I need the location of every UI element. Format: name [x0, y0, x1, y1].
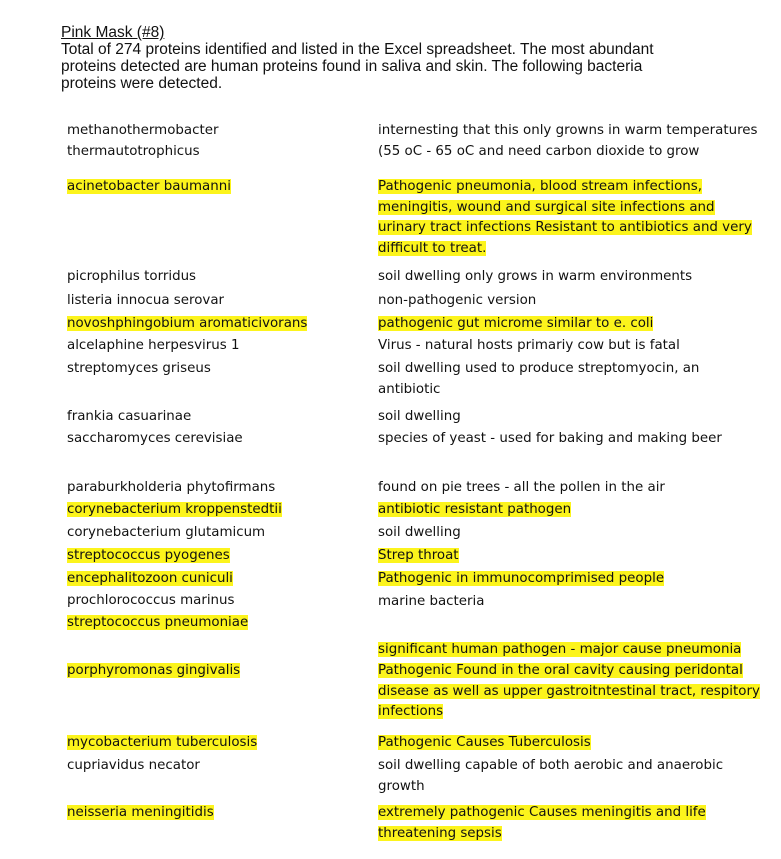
organism-note: found on pie trees - all the pollen in the air — [378, 480, 665, 495]
organism-name: encephalitozoon cuniculi — [67, 571, 233, 586]
organism-note: species of yeast - used for baking and making beer — [378, 431, 722, 446]
organism-name: porphyromonas gingivalis — [67, 663, 241, 678]
organism-note: Pathogenic pneumonia, blood stream infections, meningitis, wound and surgical site infections and urinary tract infections Resistant to antibiotics and very difficult to treat. — [378, 179, 752, 256]
organism-note: soil dwelling — [378, 525, 461, 540]
organism-note: soil dwelling — [378, 409, 461, 424]
organism-note: significant human pathogen - major cause pneumonia — [378, 642, 742, 657]
organism-note: extremely pathogenic Causes meningitis and life threatening sepsis — [378, 805, 706, 841]
organism-note: soil dwelling only grows in warm environments — [378, 269, 693, 284]
organism-note: soil dwelling used to produce streptomyocin, an antibiotic — [378, 361, 700, 397]
organism-name: streptococcus pyogenes — [67, 548, 230, 563]
intro-paragraph: Total of 274 proteins identified and listed in the Excel spreadsheet. The most abundant proteins detected are human proteins found in saliva and skin. The following bacteria proteins were detected. — [61, 41, 654, 92]
organism-note: pathogenic gut microme similar to e. coli — [378, 316, 654, 331]
organism-name: mycobacterium tuberculosis — [67, 735, 258, 750]
organism-note: Pathogenic Causes Tuberculosis — [378, 735, 591, 750]
organism-name: streptococcus pneumoniae — [67, 615, 249, 630]
organism-name: cupriavidus necator — [67, 758, 200, 773]
organism-note: Pathogenic Found in the oral cavity causing peridontal disease as well as upper gastroitntestinal tract, respitory infections — [378, 663, 760, 719]
organism-name: novoshphingobium aromaticivorans — [67, 316, 308, 331]
page-title: Pink Mask (#8) — [61, 24, 165, 41]
organism-name: prochlorococcus marinus — [67, 593, 235, 608]
organism-note: soil dwelling capable of both aerobic and anaerobic growth — [378, 758, 724, 794]
organism-name: methanothermobacter thermautotrophicus — [67, 123, 219, 159]
organism-note: marine bacteria — [378, 594, 485, 609]
organism-name: frankia casuarinae — [67, 409, 192, 424]
organism-name: alcelaphine herpesvirus 1 — [67, 338, 240, 353]
organism-name: acinetobacter baumanni — [67, 179, 231, 194]
organism-note: Virus - natural hosts primariy cow but is fatal — [378, 338, 680, 353]
organism-note: antibiotic resistant pathogen — [378, 502, 572, 517]
document-header — [61, 24, 701, 92]
organism-note: non-pathogenic version — [378, 293, 537, 308]
organism-name: corynebacterium kroppenstedtii — [67, 502, 282, 517]
organism-note: Strep throat — [378, 548, 459, 563]
organism-name: picrophilus torridus — [67, 269, 197, 284]
organism-name: corynebacterium glutamicum — [67, 525, 266, 540]
organism-name: saccharomyces cerevisiae — [67, 431, 243, 446]
organism-name: listeria innocua serovar — [67, 293, 225, 308]
organism-note: internesting that this only growns in warm temperatures (55 oC - 65 oC and need carbon dioxide to grow — [378, 123, 758, 159]
organism-name: neisseria meningitidis — [67, 805, 214, 820]
organism-note: Pathogenic in immunocomprimised people — [378, 571, 665, 586]
organism-name: paraburkholderia phytofirmans — [67, 480, 276, 495]
organism-name: streptomyces griseus — [67, 361, 211, 376]
